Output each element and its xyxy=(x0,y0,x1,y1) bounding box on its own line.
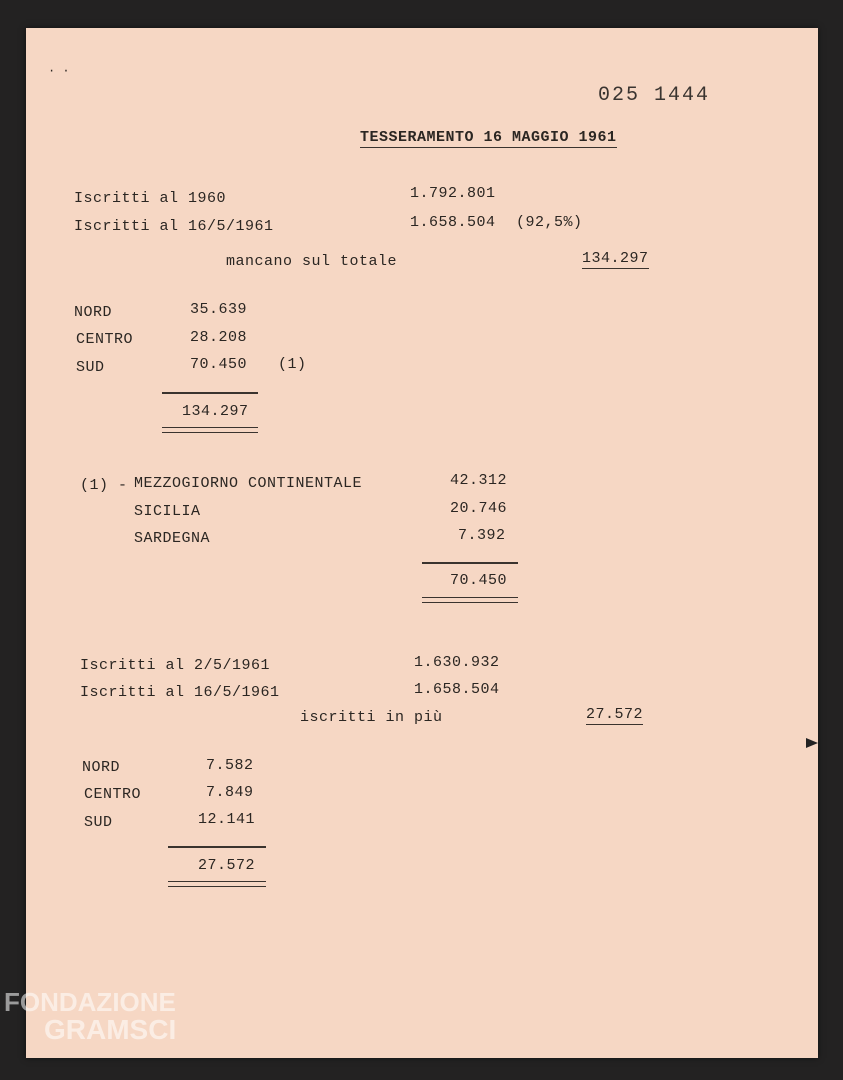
double-rule xyxy=(168,881,266,887)
region2-nord-name: NORD xyxy=(82,759,121,776)
region2-sud-value: 12.141 xyxy=(198,811,256,828)
footnote-item-sicilia-value: 20.746 xyxy=(450,500,508,517)
watermark-line1: FONDAZIONE xyxy=(4,987,176,1017)
comparison-row2-label: Iscritti al 16/5/1961 xyxy=(80,684,280,701)
sum-rule xyxy=(422,562,518,564)
region2-sud-name: SUD xyxy=(84,814,113,831)
region1-sud-name: SUD xyxy=(76,359,105,376)
paper-marks: · · xyxy=(48,64,70,78)
watermark-line2: GRAMSCI xyxy=(44,1014,177,1045)
region1-sud-value: 70.450 xyxy=(190,356,248,373)
document-title: TESSERAMENTO 16 MAGGIO 1961 xyxy=(360,129,617,146)
double-rule xyxy=(162,427,258,433)
footnote-item-sardegna-value: 7.392 xyxy=(458,527,506,544)
region1-sud-note: (1) xyxy=(278,356,307,373)
gain-label: iscritti in più xyxy=(300,709,443,726)
double-rule xyxy=(422,597,518,603)
total-1961-value: 1.658.504 xyxy=(410,214,496,231)
paper-tear xyxy=(806,738,818,748)
missing-label: mancano sul totale xyxy=(226,253,398,270)
sum-rule xyxy=(168,846,266,848)
region1-centro-value: 28.208 xyxy=(190,329,248,346)
missing-value: 134.297 xyxy=(582,250,649,267)
region2-centro-value: 7.849 xyxy=(206,784,254,801)
region1-nord-value: 35.639 xyxy=(190,301,248,318)
comparison-row1-label: Iscritti al 2/5/1961 xyxy=(80,657,271,674)
region2-centro-name: CENTRO xyxy=(84,786,142,803)
region1-total: 134.297 xyxy=(182,403,249,420)
total-1961-percent: (92,5%) xyxy=(516,214,583,231)
footnote-item-sicilia-name: SICILIA xyxy=(134,503,201,520)
region2-nord-value: 7.582 xyxy=(206,757,254,774)
region1-nord-name: NORD xyxy=(74,304,113,321)
footnote-item-mezzogiorno-value: 42.312 xyxy=(450,472,508,489)
footnote-marker: (1) - xyxy=(80,477,128,494)
footnote-total: 70.450 xyxy=(450,572,508,589)
sum-rule xyxy=(162,392,258,394)
comparison-row1-value: 1.630.932 xyxy=(414,654,500,671)
gain-value: 27.572 xyxy=(586,706,644,723)
region2-total: 27.572 xyxy=(198,857,256,874)
total-1961-label: Iscritti al 16/5/1961 xyxy=(74,218,274,235)
footnote-item-sardegna-name: SARDEGNA xyxy=(134,530,211,547)
archive-number: 025 1444 xyxy=(598,84,711,107)
document-page xyxy=(26,28,818,1058)
total-1960-label: Iscritti al 1960 xyxy=(74,190,227,207)
region1-centro-name: CENTRO xyxy=(76,331,134,348)
footnote-item-mezzogiorno-name: MEZZOGIORNO CONTINENTALE xyxy=(134,475,363,492)
watermark-logo xyxy=(4,988,176,1044)
total-1960-value: 1.792.801 xyxy=(410,185,496,202)
comparison-row2-value: 1.658.504 xyxy=(414,681,500,698)
